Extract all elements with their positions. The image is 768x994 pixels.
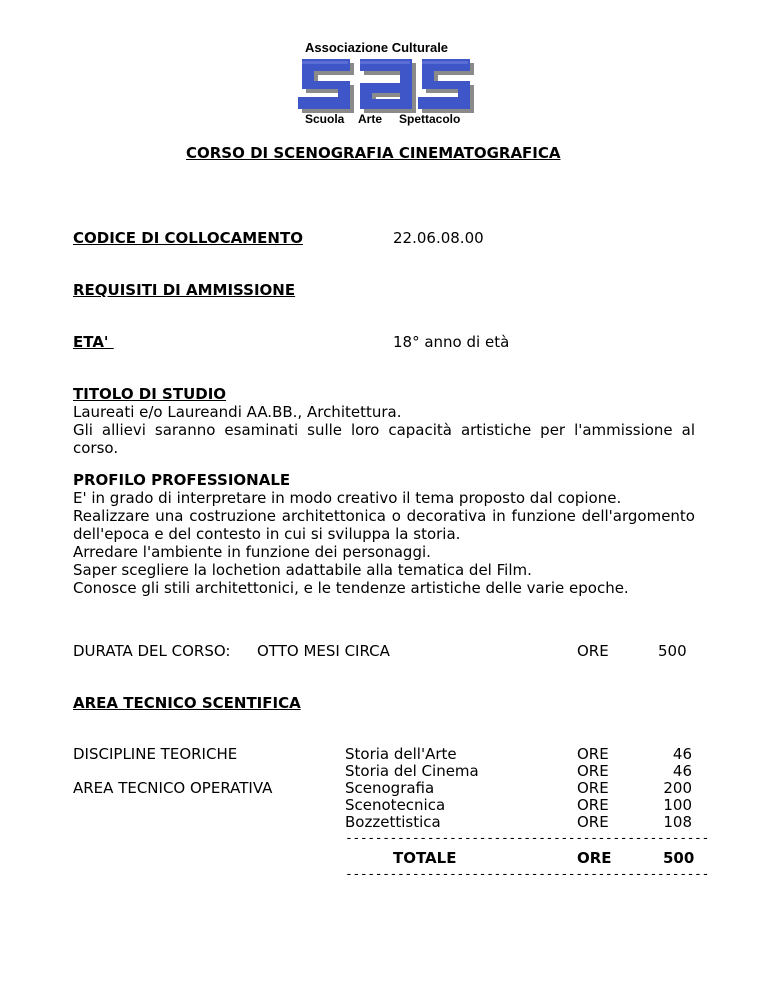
table-row: [345, 813, 695, 830]
separator-bottom: -------------------------------------------------: [345, 867, 709, 882]
area-heading: AREA TECNICO SCENTIFICA: [73, 694, 301, 712]
subject-name: Scenotecnica: [345, 796, 446, 814]
profilo-line: Conosce gli stili architettonici, e le tendenze artistiche delle varie epoche.: [73, 579, 629, 597]
totale-value: 500: [663, 849, 695, 867]
eta-value: 18° anno di età: [393, 333, 510, 351]
subject-name: Scenografia: [345, 779, 435, 797]
titolo-studio-section: [73, 385, 695, 457]
subject-name: Bozzettistica: [345, 813, 441, 831]
titolo-studio-line-1: Laureati e/o Laureandi AA.BB., Architettura.: [73, 403, 402, 421]
totale-label: TOTALE: [393, 849, 457, 867]
table-row: [345, 745, 695, 762]
profilo-line: Arredare l'ambiente in funzione dei personaggi.: [73, 543, 431, 561]
subject-hours: 200: [663, 779, 692, 797]
profilo-line: Realizzare una costruzione architettonica o decorativa in funzione dell'argomento dell'epoca e del contesto in cui si sviluppa la storia.: [73, 507, 695, 543]
logo-word-scuola: Scuola: [305, 112, 345, 126]
eta-label: ETA': [73, 333, 114, 351]
subject-ore: ORE: [577, 762, 609, 780]
subject-name: Storia del Cinema: [345, 762, 479, 780]
subject-hours: 100: [663, 796, 692, 814]
logo-word-spettacolo: Spettacolo: [399, 112, 461, 126]
durata-value: OTTO MESI CIRCA: [257, 642, 390, 660]
table-row: [345, 796, 695, 813]
titolo-studio-line-2: Gli allievi saranno esaminati sulle loro capacità artistiche per l'ammissione al corso.: [73, 421, 695, 457]
subject-hours: 46: [672, 745, 692, 763]
category-area-tecnico-operativa: AREA TECNICO OPERATIVA: [73, 779, 273, 797]
requisiti-heading: REQUISITI DI AMMISSIONE: [73, 281, 296, 299]
codice-value: 22.06.08.00: [393, 229, 484, 247]
subject-ore: ORE: [577, 779, 609, 797]
subjects-table: [345, 745, 695, 830]
subject-ore: ORE: [577, 796, 609, 814]
subject-ore: ORE: [577, 813, 609, 831]
profilo-line: E' in grado di interpretare in modo creativo il tema proposto dal copione.: [73, 489, 622, 507]
profilo-section: [73, 471, 695, 597]
durata-label: DURATA DEL CORSO:: [73, 642, 231, 660]
separator-top: -------------------------------------------------: [345, 831, 709, 846]
table-row: [345, 762, 695, 779]
category-discipline-teoriche: DISCIPLINE TEORICHE: [73, 745, 238, 763]
logo: [296, 40, 476, 130]
titolo-studio-heading: TITOLO DI STUDIO: [73, 385, 227, 403]
subject-hours: 46: [672, 762, 692, 780]
subject-hours: 108: [663, 813, 692, 831]
logo-top-text: Associazione Culturale: [305, 40, 449, 55]
durata-ore-label: ORE: [577, 642, 609, 660]
table-row: [345, 779, 695, 796]
profilo-line: Saper scegliere la lochetion adattabile alla tematica del Film.: [73, 561, 532, 579]
durata-ore-value: 500: [658, 642, 687, 660]
profilo-heading: PROFILO PROFESSIONALE: [73, 471, 291, 489]
codice-label: CODICE DI COLLOCAMENTO: [73, 229, 303, 247]
logo-word-arte: Arte: [358, 112, 383, 126]
subject-name: Storia dell'Arte: [345, 745, 457, 763]
page-title: CORSO DI SCENOGRAFIA CINEMATOGRAFICA: [186, 144, 561, 162]
totale-ore: ORE: [577, 849, 612, 867]
subject-ore: ORE: [577, 745, 609, 763]
